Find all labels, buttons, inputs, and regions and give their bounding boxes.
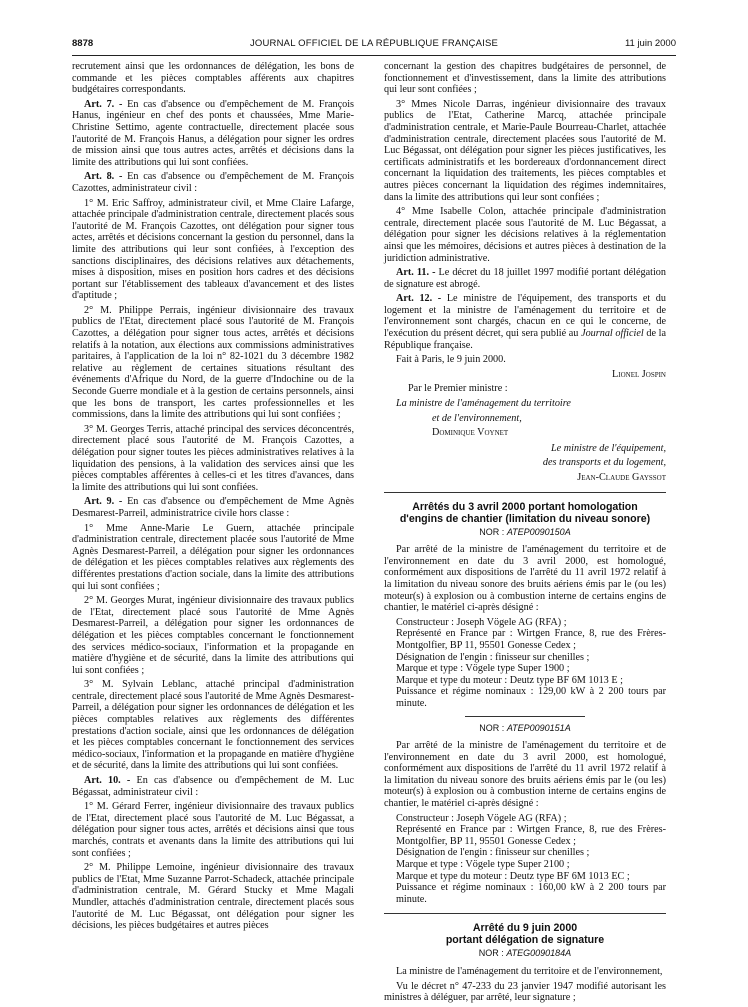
paragraph: Vu le décret n° 47-233 du 23 janvier 1947 modifié autorisant les ministres à déléguer, par arrêté, leur signature ; [384, 980, 666, 1004]
minister-title: La ministre de l'aménagement du territoire [396, 398, 571, 410]
section-divider [465, 716, 585, 717]
detail-line: Marque et type : Vögele type Super 1900 ; [396, 663, 570, 675]
article-label: Art. 12. - [396, 293, 442, 305]
article-label: Art. 9. - [84, 496, 123, 508]
paragraph: Par arrêté de la ministre de l'aménagement du territoire et de l'environnement en date du 3 avril 2000, est homologué, conformément aux dispositions de l'arrêté du 11 avril 1972 relatif à la limitation du niveau sonore des bruits aériens émis par le (ou les) moteur(s) à explosion ou à combustion interne de certains engins de chantier, le matériel ci-après désigné : [384, 544, 666, 614]
page-header [72, 38, 676, 54]
place-date: Fait à Paris, le 9 juin 2000. [396, 354, 506, 366]
article-8 [72, 171, 354, 194]
paragraph: 1° Mme Anne-Marie Le Guern, attachée principale d'administration centrale, directement placée sous l'autorité de Mme Agnès Desmarest-Parreil, a délégation pour signer les ordonnances de délégation et les pièces comptables relatives aux règlements des différentes prestations d'action sociale, dans la limite des attributions qui lui sont confiées ; [72, 522, 354, 592]
journal-officiel-ref: Journal officiel [581, 328, 644, 340]
nor-reference [384, 723, 666, 735]
article-text: En cas d'absence ou d'empêchement de M. François Cazottes, administrateur civil : [72, 171, 354, 194]
detail-line: Représenté en France par : Wirtgen France, 8, rue des Frères-Montgolfier, BP 11, 95501 Gonesse Cedex ; [396, 824, 666, 847]
section-title-line: portant délégation de signature [445, 934, 605, 947]
detail-line: Marque et type : Vögele type Super 2100 ; [396, 859, 570, 871]
detail-line: Représenté en France par : Wirtgen France, 8, rue des Frères-Montgolfier, BP 11, 95501 Gonesse Cedex ; [396, 628, 666, 651]
article-7 [72, 99, 354, 169]
paragraph: recrutement ainsi que les ordonnances de délégation, les bons de commande et les pièces comptables afférents aux chapitres budgétaires correspondants. [72, 61, 354, 96]
section-title-line: Arrêté du 9 juin 2000 [472, 922, 578, 935]
section-title-line: d'engins de chantier (limitation du niveau sonore) [399, 512, 651, 525]
issue-date: 11 juin 2000 [624, 38, 676, 49]
nor-code: ATEP0090150A [506, 526, 571, 537]
header-rule [72, 55, 676, 56]
minister-title: Le ministre de l'équipement, [551, 442, 666, 454]
article-text: de la République française. [384, 328, 666, 351]
right-column [384, 61, 666, 1007]
section-divider [384, 913, 666, 914]
article-label: Art. 11. - [396, 267, 436, 279]
section-title [384, 922, 666, 946]
nor-reference [384, 948, 666, 960]
nor-code: ATEP0090151A [506, 722, 571, 733]
article-text: En cas d'absence ou d'empêchement de M. François Hanus, ingénieur en chef des ponts et chaussées, Mme Marie-Christine Settimo, agente contractuelle, directement placée sous l'autorité de M. François Hanus, a délégation pour signer les ordres de mission ainsi que tous autres actes, arrêtés et décisions dans la limite des attributions qui lui sont confiées. [72, 98, 354, 168]
signature-jospin: Lionel Jospin [612, 368, 666, 380]
paragraph: Par arrêté de la ministre de l'aménagement du territoire et de l'environnement en date du 3 avril 2000, est homologué, conformément aux dispositions de l'arrêté du 11 avril 1972 relatif à la limitation du niveau sonore des bruits aériens émis par le (ou les) moteur(s) à explosion ou à combustion interne de certains engins de chantier, le matériel ci-après désigné : [384, 740, 666, 810]
detail-line: Marque et type du moteur : Deutz type BF 6M 1013 E ; [396, 674, 623, 686]
paragraph: concernant la gestion des chapitres budgétaires de personnel, de fonctionnement et d'investissement, dans la limite des attributions qui leur sont confiées ; [384, 61, 666, 96]
detail-line: Constructeur : Joseph Vögele AG (RFA) ; [396, 812, 567, 824]
section-divider [384, 492, 666, 493]
article-text: Le décret du 18 juillet 1997 modifié portant délégation de signature est abrogé. [384, 267, 666, 290]
paragraph: 1° M. Gérard Ferrer, ingénieur divisionnaire des travaux publics de l'Etat, directement placé sous l'autorité de M. Luc Bégassat, a délégation pour signer tous actes, arrêtés et décisions ainsi que tous marchés, contrats et avenants dans la limite des attributions qui lui sont confiées ; [72, 801, 354, 859]
nor-code: ATEG0090184A [506, 948, 572, 959]
article-text: En cas d'absence ou d'empêchement de Mme Agnès Desmarest-Parreil, administratrice civile hors classe : [72, 496, 354, 519]
detail-line: Puissance et régime nominaux : 160,00 kW à 2 200 tours par minute. [396, 882, 666, 905]
paragraph: 3° M. Sylvain Leblanc, attaché principal d'administration centrale, directement placé sous l'autorité de Mme Agnès Desmarest-Parreil, a délégation pour signer les ordonnances de délégation et les pièces comptables relatives aux règlements des différentes prestations d'action sociale, ainsi que les ordonnances de délégation et les pièces comptables concernant le fonctionnement des services médico-sociaux, l'information et la propagande en matière d'hygiène et de sécurité, dans la limite des attributions qui lui sont confiées. [72, 679, 354, 772]
article-label: Art. 10. - [84, 775, 131, 787]
paragraph: La ministre de l'aménagement du territoire et de l'environnement, [396, 966, 663, 977]
detail-line: Marque et type du moteur : Deutz type BF 6M 1013 EC ; [396, 870, 630, 882]
page-number: 8878 [72, 38, 94, 49]
section-title [384, 501, 666, 525]
nor-label: NOR : [478, 948, 507, 959]
nor-reference [384, 527, 666, 539]
detail-line: Désignation de l'engin : finisseur sur chenilles ; [396, 651, 590, 663]
nor-label: NOR : [479, 526, 507, 537]
article-12 [384, 293, 666, 351]
article-text: En cas d'absence ou d'empêchement de M. Luc Bégassat, administrateur civil : [72, 775, 354, 798]
signature-gayssot: Jean-Claude Gayssot [577, 472, 666, 483]
signature-voynet: Dominique Voynet [432, 427, 509, 439]
paragraph: 1° M. Eric Saffroy, administrateur civil, et Mme Claire Lafarge, attachée principale d'administration centrale, directement placés sous l'autorité de M. François Cazottes, ont délégation pour signer tous actes, arrêtés et décisions concernant la gestion du personnel, dans la limite des attributions qui leur sont confiées, à l'exception des sanctions disciplinaires, des décisions relatives aux détachements, mises à disposition, mises en position hors cadres et des décisions portant sur l'établissement des tableaux d'avancement et des listes d'aptitude ; [72, 197, 354, 302]
detail-line: Puissance et régime nominaux : 129,00 kW à 2 200 tours par minute. [396, 686, 666, 709]
paragraph: 4° Mme Isabelle Colon, attachée principale d'administration centrale, directement placée sous l'autorité de M. Luc Bégassat, a délégation pour signer les décisions relatives à la réglementation ainsi que les mémoires, décisions et autres pièces à destination de la juridiction administrative. [384, 206, 666, 264]
article-label: Art. 7. - [84, 98, 123, 110]
paragraph: 3° M. Georges Terris, attaché principal des services déconcentrés, directement placé sous l'autorité de M. François Cazottes, a délégation pour signer toutes les pièces administratives relatives à la liquidation des pensions, à la validation des services ainsi que les pièces comptables afférentes à celles-ci et les titres d'avances, dans la limite des attributions qui lui sont confiées. [72, 423, 354, 493]
article-9 [72, 496, 354, 519]
article-label: Art. 8. - [84, 171, 123, 183]
article-text: Le ministre de l'équipement, des transports et du logement et la ministre de l'aménagement du territoire et de l'environnement sont chargés, chacun en ce qui le concerne, de l'exécution du présent décret, qui sera publié au [384, 293, 666, 340]
equipment-details [384, 617, 666, 710]
detail-line: Désignation de l'engin : finisseur sur chenilles ; [396, 847, 590, 859]
article-11 [384, 267, 666, 290]
minister-title: des transports et du logement, [542, 457, 666, 469]
equipment-details [384, 813, 666, 906]
paragraph: 3° Mmes Nicole Darras, ingénieur divisionnaire des travaux publics de l'Etat, Catherine Marcq, attachée principale d'administration centrale, et Marie-Paule Bourreau-Charlet, attachée d'administration centrale, directement placées sous l'autorité de M. Luc Bégassat, ont délégation pour signer les pièces justificatives, les certificats administratifs et les bordereaux d'ordonnancement direct concernant la liquidation des traitements, les pièces comptables et autres pièces concernant la liquidation des régimes indemnitaires, dans la limite des attributions qui leur sont confiées ; [384, 98, 666, 203]
nor-label: NOR : [479, 722, 507, 733]
minister-title: et de l'environnement, [432, 412, 522, 424]
journal-title: JOURNAL OFFICIEL DE LA RÉPUBLIQUE FRANÇAISE [249, 38, 499, 49]
article-10 [72, 775, 354, 798]
left-column [72, 61, 354, 935]
paragraph: 2° M. Philippe Lemoine, ingénieur divisionnaire des travaux publics de l'Etat, Mme Suzanne Parrot-Schadeck, attachée principale d'administration centrale, M. Gérard Stucky et Mme Magali Mundler, attachés d'administration centrale, directement placés sous l'autorité de M. Luc Bégassat, ont délégation pour signer les décisions, les pièces budgétaires et autres pièces [72, 862, 354, 932]
signature-intro: Par le Premier ministre : [408, 383, 508, 395]
paragraph: 2° M. Georges Murat, ingénieur divisionnaire des travaux publics de l'Etat, directement placé sous l'autorité de Mme Agnès Desmarest-Parreil, a délégation pour signer les ordonnances de délégation et les pièces comptables concernant le fonctionnement des services médico-sociaux, l'information et la propagande en matière d'hygiène et de sécurité, dans la limite des attributions qui lui sont confiées ; [72, 595, 354, 676]
detail-line: Constructeur : Joseph Vögele AG (RFA) ; [396, 616, 567, 628]
section-title-line: Arrêtés du 3 avril 2000 portant homologation [412, 500, 638, 513]
paragraph: 2° M. Philippe Perrais, ingénieur divisionnaire des travaux publics de l'Etat, directement placé sous l'autorité de M. François Cazottes, a délégation pour signer tous actes, arrêtés et décisions relatifs à la notation, aux élections aux commissions administratives paritaires, à l'application de la loi n° 82-1021 du 3 décembre 1982 relative au règlement de certaines situations résultant des événements d'Afrique du Nord, de la guerre d'Indochine ou de la Seconde Guerre mondiale et à la gestion de certains personnels, ainsi que les bons de transport, les cartes professionnelles et les commissions, dans la limite des attributions qui lui sont confiées ; [72, 304, 354, 421]
